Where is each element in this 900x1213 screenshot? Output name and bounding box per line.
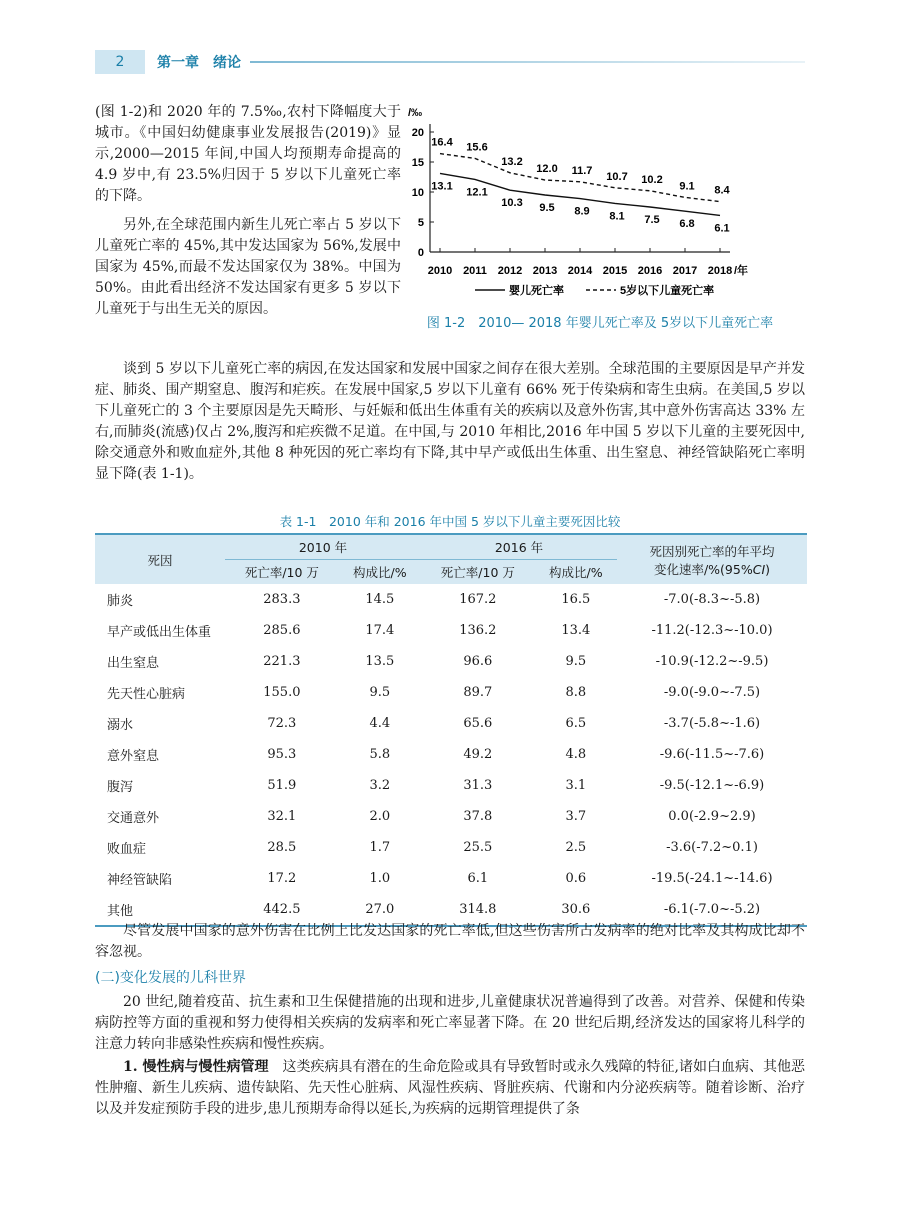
header-rate-line2-end: ): [765, 561, 771, 577]
paragraph-6-term: 1. 慢性病与慢性病管理: [123, 1059, 269, 1075]
cell-value: 17.4: [365, 623, 395, 638]
header-2016: 2016 年: [421, 534, 617, 560]
chapter-title: 第一章 绪论: [157, 55, 241, 71]
y-tick-label: 20: [411, 127, 424, 139]
cell-cause: 意外窒息: [107, 749, 160, 764]
cell-cause: 其他: [95, 894, 225, 926]
data-label: 9.1: [679, 180, 695, 193]
cell-value: 221.3: [263, 654, 301, 669]
x-tick-label: 2014: [567, 265, 593, 277]
data-label: 10.7: [606, 170, 628, 183]
cell-value: -6.1(-7.0~-5.2): [617, 894, 807, 926]
cell-value: -3.6(-7.2~0.1): [666, 840, 758, 855]
table-row: [95, 801, 807, 832]
cell-value: -9.6(-11.5~-7.6): [659, 747, 765, 762]
table-row: [95, 646, 807, 677]
cell-value: 2.5: [565, 840, 587, 855]
table-row: [95, 739, 807, 770]
cell-value: 4.4: [369, 716, 391, 731]
cell-value: 1.7: [369, 840, 391, 855]
cell-value: -19.5(-24.1~-14.6): [651, 871, 773, 886]
cell-value: 136.2: [459, 623, 497, 638]
paragraph-5: 20 世纪,随着疫苗、抗生素和卫生保健措施的出现和进步,儿童健康状况普遍得到了改善。对营养、保健和传染病防控等方面的重视和努力使得相关疾病的发病率和死亡率显著下降。在 20 世纪后期,经济发达的国家将儿科学的注意力转向非感染性疾病和慢性疾病。: [95, 994, 805, 1052]
y-tick-label: 10: [411, 187, 424, 199]
cell-value: 314.8: [421, 894, 535, 926]
x-tick-label: 2017: [672, 265, 698, 277]
data-label: 16.4: [431, 136, 453, 149]
table-row: [95, 708, 807, 739]
header-cause: 死因: [95, 534, 225, 584]
paragraph-2: 另外,在全球范围内新生儿死亡率占 5 岁以下儿童死亡率的 45%,其中发达国家为 56%,发展中国家为 45%,而最不发达国家仅为 38%。中国为 50%。由此看出经济不发达国家有更多 5 岁以下儿童死于与出生无关的原因。: [95, 217, 401, 317]
x-axis-label: /年: [734, 265, 749, 277]
body-text-1: [95, 359, 805, 485]
body-text-3: [95, 992, 805, 1120]
data-label: 6.8: [679, 218, 695, 231]
cell-value: 442.5: [225, 894, 339, 926]
legend-u5-label: 5岁以下儿童死亡率: [620, 285, 715, 297]
paragraph-6-text: 这类疾病具有潜在的生命危险或具有导致暂时或永久残障的特征,诸如白血病、其他恶性肿瘤、新生儿疾病、遗传缺陷、先天性心脏病、风湿性疾病、肾脏疾病、代谢和内分泌疾病等。随着诊断、治疗以及并发症预防手段的进步,患儿预期寿命得以延长,为疾病的远期管理提供了条: [95, 1059, 805, 1117]
death-causes-table: [95, 533, 807, 927]
running-header: [95, 50, 805, 74]
x-tick-label: 2015: [602, 265, 628, 277]
cell-value: 3.1: [565, 778, 587, 793]
cell-cause: 腹泻: [107, 780, 134, 795]
cell-cause: 出生窒息: [107, 656, 160, 671]
data-label: 15.6: [466, 141, 488, 154]
left-column-text: [95, 102, 401, 320]
cell-value: 31.3: [463, 778, 493, 793]
y-axis-label: /‰: [408, 107, 423, 119]
cell-cause: 先天性心脏病: [107, 687, 186, 702]
cell-value: 37.8: [463, 809, 493, 824]
y-tick-label: 5: [417, 217, 424, 229]
data-label: 12.0: [536, 163, 558, 175]
data-label: 13.1: [431, 180, 453, 193]
x-tick-label: 2012: [497, 265, 523, 277]
table-row: [95, 615, 807, 646]
data-label: 11.7: [571, 164, 593, 177]
data-label: 10.2: [641, 173, 663, 186]
cell-value: 1.0: [369, 871, 391, 886]
table-row: [95, 770, 807, 801]
data-label: 8.4: [714, 184, 730, 197]
cell-value: 13.5: [365, 654, 395, 669]
cell-value: -3.7(-5.8~-1.6): [663, 716, 761, 731]
header-rule: [250, 61, 805, 63]
paragraph-4: 尽管发展中国家的意外伤害在比例上比发达国家的死亡率低,但这些伤害所占发病率的绝对比率及其构成比却不容忽视。: [95, 923, 805, 960]
header-rate-line1: 死因别死亡率的年平均: [649, 543, 775, 559]
cell-value: 89.7: [463, 685, 493, 700]
data-label: 9.5: [539, 202, 555, 214]
cell-value: 6.1: [467, 871, 489, 886]
cell-value: -10.9(-12.2~-9.5): [655, 654, 769, 669]
cell-value: 5.8: [369, 747, 391, 762]
cell-value: 95.3: [267, 747, 297, 762]
cell-value: 28.5: [267, 840, 297, 855]
header-rate-change: [617, 534, 807, 584]
cell-value: 8.8: [565, 685, 587, 700]
table-title: 表 1-1 2010 年和 2016 年中国 5 岁以下儿童主要死因比较: [279, 514, 621, 529]
cell-value: -9.5(-12.1~-6.9): [659, 778, 765, 793]
header-rate-line2: 变化速率/%(95%: [653, 561, 753, 577]
cell-value: 17.2: [267, 871, 297, 886]
table-row: [95, 832, 807, 863]
cell-value: 32.1: [267, 809, 297, 824]
cell-value: 13.4: [561, 623, 591, 638]
cell-value: 283.3: [263, 592, 301, 607]
cell-value: 14.5: [365, 592, 395, 607]
table-row: [95, 584, 807, 615]
cell-value: 155.0: [263, 685, 301, 700]
sub-comp-2016: 构成比/%: [535, 560, 617, 585]
x-tick-label: 2013: [532, 265, 558, 277]
y-tick-label: 15: [411, 157, 424, 169]
x-tick-label: 2018: [707, 265, 733, 277]
data-label: 7.5: [644, 214, 660, 226]
mortality-line-chart: [400, 100, 810, 335]
cell-value: 72.3: [267, 716, 297, 731]
table-row: [95, 677, 807, 708]
cell-value: 285.6: [263, 623, 301, 638]
data-label: 10.3: [501, 197, 523, 210]
figure-caption: 图 1-2 2010— 2018 年婴儿死亡率及 5岁以下儿童死亡率: [426, 316, 774, 331]
cell-cause: 败血症: [107, 842, 147, 857]
legend-infant-label: 婴儿死亡率: [509, 285, 564, 297]
data-label: 13.2: [501, 155, 523, 168]
cell-value: -7.0(-8.3~-5.8): [663, 592, 761, 607]
cell-value: 25.5: [463, 840, 493, 855]
table-row: [95, 863, 807, 894]
x-tick-label: 2010: [427, 265, 453, 277]
cell-cause: 交通意外: [107, 811, 160, 826]
header-rate-ci: CI: [752, 561, 766, 577]
cell-value: 167.2: [459, 592, 497, 607]
header-2010: 2010 年: [225, 534, 421, 560]
cell-value: 27.0: [339, 894, 421, 926]
cell-cause: 肺炎: [107, 594, 134, 609]
cell-value: -11.2(-12.3~-10.0): [651, 623, 773, 638]
cell-value: 65.6: [463, 716, 493, 731]
sub-comp-2010: 构成比/%: [339, 560, 421, 585]
x-tick-label: 2016: [637, 265, 663, 277]
cell-value: 0.6: [565, 871, 587, 886]
data-label: 8.9: [574, 205, 590, 218]
page-number: 2: [95, 50, 145, 74]
cell-value: 51.9: [267, 778, 297, 793]
cell-cause: 神经管缺陷: [107, 873, 173, 888]
data-label: 8.1: [609, 210, 625, 223]
cell-value: 30.6: [535, 894, 617, 926]
paragraph-3: 谈到 5 岁以下儿童死亡率的病因,在发达国家和发展中国家之间存在很大差别。全球范围的主要原因是早产并发症、肺炎、围产期窒息、腹泻和疟疾。在发展中国家,5 岁以下儿童有 66% 死于传染病和寄生虫病。在美国,5 岁以下儿童死亡的 3 个主要原因是先天畸形、与妊娠和低出生体重有关的疾病以及意外伤害,其中意外伤害高达 33% 左右,而肺炎(流感)仅占 2%,腹泻和疟疾微不足道。在中国,与 2010 年相比,2016 年中国 5 岁以下儿童的主要死因中,除交通意外和败血症外,其他 8 种死因的死亡率均有下降,其中早产或低出生体重、出生窒息、神经管缺陷死亡率明显下降(表 1-1)。: [95, 361, 805, 482]
cell-value: 2.0: [369, 809, 391, 824]
y-tick-label: 0: [417, 247, 424, 259]
cell-value: 0.0(-2.9~2.9): [668, 809, 756, 824]
data-label: 6.1: [714, 222, 730, 235]
cell-cause: 早产或低出生体重: [107, 625, 212, 640]
paragraph-6: [95, 1057, 805, 1120]
cell-value: 3.2: [369, 778, 391, 793]
cell-value: 96.6: [463, 654, 493, 669]
body-text-2: [95, 921, 805, 963]
cell-cause: 溺水: [107, 718, 134, 733]
sub-rate-2016: 死亡率/10 万: [421, 560, 535, 585]
cell-value: 9.5: [369, 685, 391, 700]
section-heading: (二)变化发展的儿科世界: [95, 970, 246, 986]
cell-value: 3.7: [565, 809, 587, 824]
cell-value: 49.2: [463, 747, 493, 762]
sub-rate-2010: 死亡率/10 万: [225, 560, 339, 585]
data-label: 12.1: [466, 186, 488, 199]
x-tick-label: 2011: [463, 265, 487, 277]
cell-value: 6.5: [565, 716, 587, 731]
cell-value: 16.5: [561, 592, 591, 607]
paragraph-1: (图 1-2)和 2020 年的 7.5‰,农村下降幅度大于城市。《中国妇幼健康事业发展报告(2019)》显示,2000—2015 年间,中国人均预期寿命提高的 4.9 岁中,有 23.5%归因于 5 岁以下儿童死亡率的下降。: [95, 104, 401, 204]
cell-value: 4.8: [565, 747, 587, 762]
cell-value: -9.0(-9.0~-7.5): [663, 685, 761, 700]
cell-value: 9.5: [565, 654, 587, 669]
